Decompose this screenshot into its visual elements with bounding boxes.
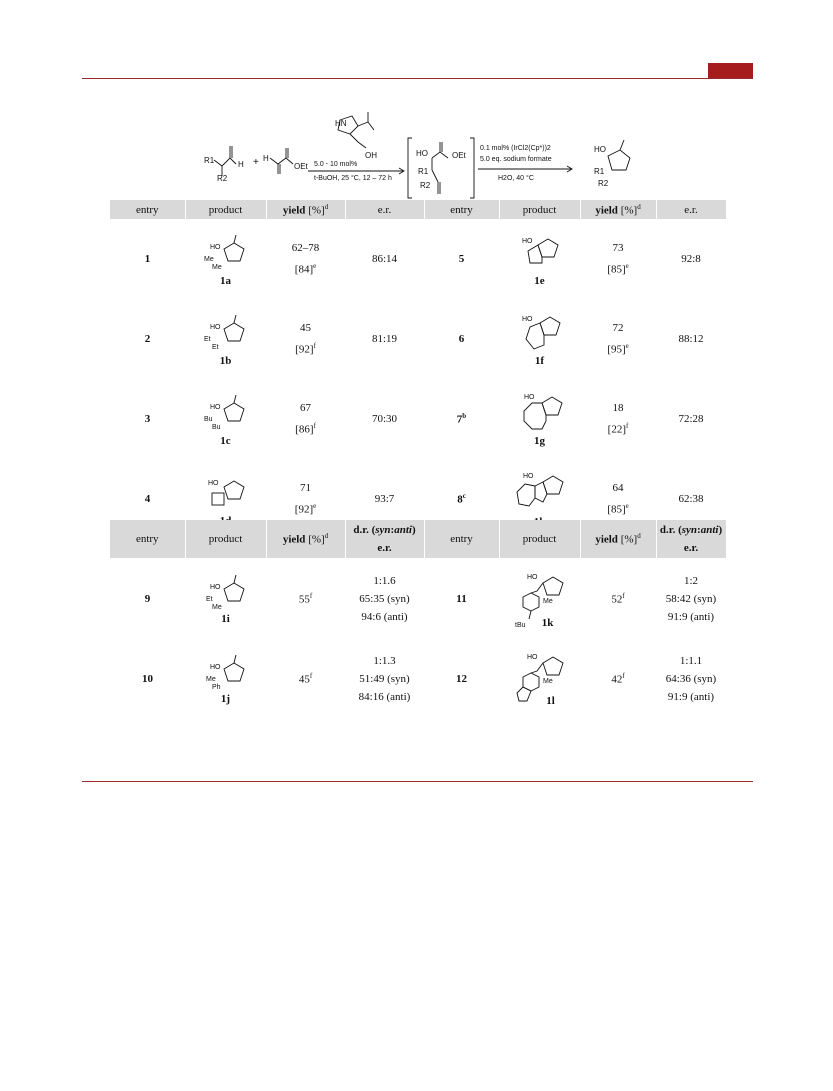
svg-text:HO: HO [594, 145, 606, 154]
product-cell [185, 379, 266, 459]
er-cell: 88:12 [678, 333, 704, 345]
svg-text:tBu: tBu [514, 622, 526, 629]
entry-cell: 2 [144, 333, 151, 345]
yield-cell: 18 $[22]^f$ [607, 402, 629, 436]
compound-label: 1c [220, 435, 231, 447]
col-dr-er-2: d.r. (syn:anti) e.r. [656, 520, 726, 558]
structure-1a [200, 231, 252, 273]
svg-text:H2O, 40 °C: H2O, 40 °C [498, 175, 534, 182]
entry-cell: 7$^b$ [456, 412, 467, 426]
structure-1g [514, 391, 566, 433]
yield-cell: 55$^f$ [298, 592, 313, 606]
svg-text:OEt: OEt [294, 162, 308, 171]
svg-text:H: H [238, 160, 244, 169]
results-table-1 [110, 200, 727, 539]
entry-cell: 4 [144, 493, 151, 505]
col-dr-er: d.r. (syn:anti) e.r. [345, 520, 424, 558]
svg-text:H: H [263, 154, 269, 163]
col-er: e.r. [345, 200, 424, 219]
compound-label: 1a [220, 275, 231, 287]
svg-text:Bu: Bu [211, 424, 221, 431]
yield-cell: 52$^f$ [611, 592, 625, 606]
er-cell: 62:38 [678, 493, 704, 505]
yield-cell: 72 $[95]^e$ [607, 322, 629, 356]
structure-1d [200, 471, 252, 513]
entry-cell: 5 [458, 253, 465, 265]
svg-text:t-BuOH, 25 °C, 12 – 72 h: t-BuOH, 25 °C, 12 – 72 h [314, 175, 392, 182]
svg-text:Me: Me [542, 678, 553, 685]
page-corner-tab [708, 63, 753, 78]
svg-text:R2: R2 [420, 181, 431, 190]
yield-cell: 71 $[92]^e$ [294, 482, 317, 516]
col-yield-2: yield [%]$^d$ [580, 520, 656, 558]
svg-text:HO: HO [209, 404, 220, 411]
col-product: product [185, 520, 266, 558]
svg-text:Me: Me [542, 598, 553, 605]
svg-text:R1: R1 [418, 167, 429, 176]
compound-label: 1j [220, 693, 231, 705]
yield-cell: 42$^f$ [611, 672, 625, 686]
er-cell: 93:7 [374, 493, 395, 505]
col-entry: entry [110, 520, 185, 558]
product-cell [185, 299, 266, 379]
footer-rule [82, 781, 753, 782]
svg-text:HO: HO [522, 473, 533, 480]
svg-text:R1: R1 [594, 167, 605, 176]
er-cell: 86:14 [371, 253, 398, 265]
svg-text:Et: Et [203, 336, 211, 343]
dr-er-cell: 1:1.1 64:36 (syn) 91:9 (anti) [665, 655, 717, 703]
entry-cell: 10 [142, 673, 153, 685]
svg-text:HO: HO [416, 149, 428, 158]
svg-text:HO: HO [209, 584, 220, 591]
product-cell [499, 379, 580, 459]
svg-text:HO: HO [526, 654, 537, 661]
product-cell [499, 558, 580, 640]
yield-cell: 45$^f$ [298, 672, 313, 686]
col-yield: yield [%]$^d$ [266, 200, 345, 219]
svg-text:R1: R1 [204, 156, 215, 165]
col-product-2: product [499, 520, 580, 558]
table-row [110, 640, 726, 718]
product-cell [499, 219, 580, 299]
entry-cell: 11 [456, 593, 467, 605]
yield-cell: 73 $[85]^e$ [607, 242, 629, 276]
svg-text:Me: Me [203, 256, 214, 263]
entry-cell: 6 [458, 333, 465, 345]
svg-text:HO: HO [523, 394, 534, 401]
structure-1h [509, 470, 571, 514]
compound-label: 1e [534, 275, 545, 287]
header-rule [82, 78, 753, 79]
svg-text:Me: Me [211, 604, 222, 611]
er-cell: 70:30 [371, 413, 398, 425]
table-row [110, 558, 726, 640]
product-cell [185, 640, 266, 718]
dr-er-cell: 1:1.3 51:49 (syn) 84:16 (anti) [358, 655, 411, 703]
col-yield: yield [%]$^d$ [266, 520, 345, 558]
col-product: product [185, 200, 266, 219]
entry-cell: 12 [456, 673, 467, 685]
product-cell [499, 640, 580, 718]
entry-cell: 9 [144, 593, 151, 605]
col-entry-2: entry [424, 520, 499, 558]
reaction-scheme [190, 108, 660, 203]
yield-cell: 67 $[86]^f$ [295, 402, 316, 436]
compound-label: 1f [534, 355, 545, 367]
svg-text:HO: HO [209, 324, 220, 331]
dr-er-cell: 1:2 58:42 (syn) 91:9 (anti) [665, 575, 717, 623]
svg-text:HO: HO [526, 574, 537, 581]
svg-text:5.0 - 10 mol%: 5.0 - 10 mol% [314, 161, 358, 168]
er-cell: 81:19 [371, 333, 398, 345]
svg-text:R2: R2 [598, 179, 609, 188]
col-product-2: product [499, 200, 580, 219]
col-yield-2: yield [%]$^d$ [580, 200, 656, 219]
svg-text:0.1 mol% (IrCl2(Cp*))2: 0.1 mol% (IrCl2(Cp*))2 [480, 145, 551, 152]
er-cell: 72:28 [678, 413, 704, 425]
structure-1f [514, 311, 566, 353]
svg-text:HO: HO [209, 244, 220, 251]
table-row [110, 299, 726, 379]
structure-1b [200, 311, 252, 353]
compound-label: 1b [219, 355, 232, 367]
col-entry-2: entry [424, 200, 499, 219]
compound-label: 1l [546, 695, 555, 707]
product-cell [185, 558, 266, 640]
svg-text:OH: OH [365, 151, 377, 160]
product-cell [185, 219, 266, 299]
table-row [110, 219, 726, 299]
svg-text:HN: HN [335, 119, 347, 128]
structure-1j [200, 653, 252, 691]
yield-cell: 64 $[85]^e$ [607, 482, 629, 516]
dr-er-cell: 1:1.6 65:35 (syn) 94:6 (anti) [359, 575, 410, 623]
svg-text:Ph: Ph [211, 684, 221, 691]
col-er-2: e.r. [656, 200, 726, 219]
svg-text:HO: HO [209, 664, 220, 671]
compound-label: 1g [534, 435, 545, 447]
svg-text:HO: HO [207, 480, 218, 487]
table-row [110, 379, 726, 459]
svg-text:5.0 eq. sodium formate: 5.0 eq. sodium formate [480, 156, 552, 163]
entry-cell: 1 [144, 253, 151, 265]
results-table-2 [110, 520, 727, 718]
yield-cell: 62–78 $[84]^e$ [291, 242, 320, 276]
svg-text:R2: R2 [217, 174, 228, 183]
svg-text:Bu: Bu [203, 416, 213, 423]
entry-cell: 3 [144, 413, 151, 425]
svg-text:Me: Me [205, 676, 216, 683]
structure-1e [514, 231, 566, 273]
col-entry: entry [110, 200, 185, 219]
svg-text:HO: HO [521, 316, 532, 323]
svg-text:OEt: OEt [452, 151, 466, 160]
entry-cell: 8$^c$ [457, 492, 466, 506]
yield-cell: 45 $[92]^f$ [295, 322, 316, 356]
svg-text:+: + [253, 157, 259, 168]
er-cell: 92:8 [681, 253, 701, 265]
compound-label: 1k [541, 617, 554, 629]
svg-text:Me: Me [211, 264, 222, 271]
structure-1c [200, 391, 252, 433]
structure-1i [200, 573, 252, 611]
svg-text:HO: HO [521, 238, 532, 245]
product-cell [499, 299, 580, 379]
compound-label: 1i [221, 613, 230, 625]
svg-text:Et: Et [211, 344, 219, 351]
svg-text:Et: Et [205, 596, 213, 603]
